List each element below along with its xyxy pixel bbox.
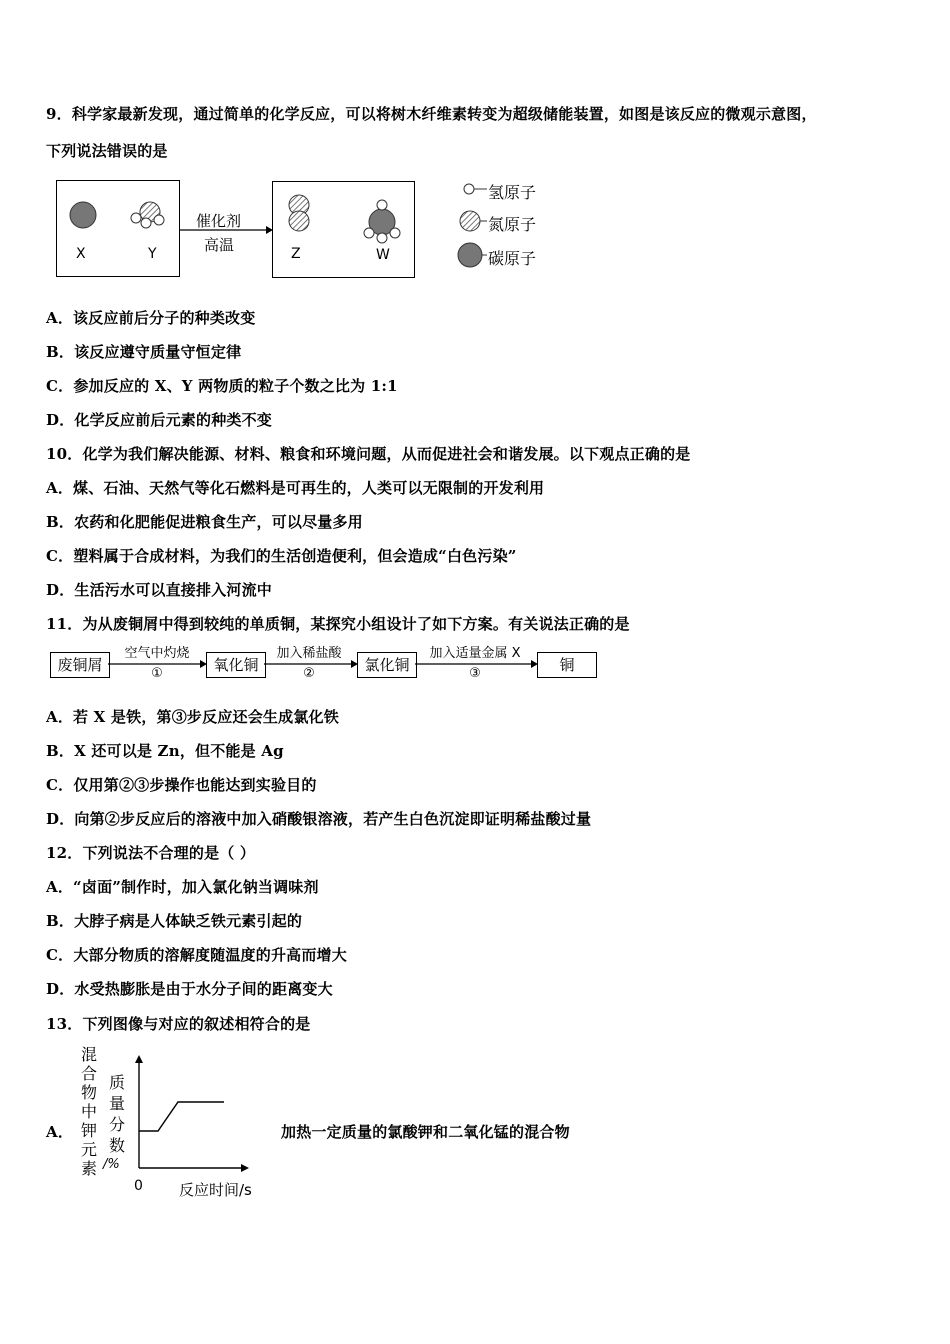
reactant-molecules: [56, 180, 180, 277]
q11-option-c: C．仅用第②③步操作也能达到实验目的: [46, 776, 317, 794]
product-molecules: [272, 181, 415, 278]
flow-box-scrap-copper: 废铜屑: [50, 652, 110, 678]
q9-stem-line1: 9．科学家最新发现，通过简单的化学反应，可以将树木纤维素转变为超级储能装置，如图是该反应的微观示意图，: [46, 105, 817, 123]
q9-option-d: D．化学反应前后元素的种类不变: [46, 411, 273, 429]
q12-option-a: A．“卤面”制作时，加入氯化钠当调味剂: [46, 878, 319, 896]
q13-option-a-text: 加热一定质量的氯酸钾和二氧化锰的混合物: [281, 1123, 570, 1141]
hydrogen-atom: [141, 218, 151, 228]
q10-option-d: D．生活污水可以直接排入河流中: [46, 581, 273, 599]
x-axis-arrow-icon: [241, 1164, 249, 1172]
q12-option-b: B．大脖子病是人体缺乏铁元素引起的: [46, 912, 303, 930]
label-y: Y: [148, 246, 157, 262]
step1-label: 空气中灼烧: [124, 646, 190, 661]
y-axis-arrow-icon: [135, 1055, 143, 1063]
label-x: X: [76, 246, 86, 262]
step1-number: ①: [151, 666, 163, 681]
q11-option-b: B．X 还可以是 Zn，但不能是 Ag: [46, 742, 284, 760]
hydrogen-atom: [390, 228, 400, 238]
step2-label: 加入稀盐酸: [276, 646, 342, 661]
nitrogen-legend-icon: [460, 211, 480, 231]
graph-axes-and-line: [128, 1055, 252, 1175]
q10-stem: 10．化学为我们解决能源、材料、粮食和环境问题，从而促进社会和谐发展。以下观点正确的是: [46, 445, 691, 463]
graph-origin: 0: [134, 1178, 143, 1194]
data-line: [139, 1102, 224, 1131]
q9-stem-line2: 下列说法错误的是: [46, 142, 168, 160]
ylabel-char: 钾: [80, 1121, 97, 1140]
flow-box-copper-oxide: 氧化铜: [206, 652, 266, 678]
carbon-atom: [70, 202, 96, 228]
q12-stem: 12．下列说法不合理的是（ ）: [46, 844, 256, 862]
label-w: W: [376, 247, 390, 263]
carbon-legend-icon: [458, 243, 482, 267]
q12-option-c: C．大部分物质的溶解度随温度的升高而增大: [46, 946, 347, 964]
ylabel-char: 物: [80, 1083, 97, 1102]
ylabel-char: 质: [108, 1073, 125, 1092]
hydrogen-legend-icon: [464, 184, 474, 194]
step3-number: ③: [469, 666, 481, 681]
hydrogen-atom: [377, 200, 387, 210]
nitrogen-atom: [289, 211, 309, 231]
q13-stem: 13．下列图像与对应的叙述相符合的是: [46, 1015, 311, 1033]
ylabel-unit: /%: [103, 1157, 120, 1172]
q10-option-a: A．煤、石油、天然气等化石燃料是可再生的，人类可以无限制的开发利用: [46, 479, 545, 497]
flow-box-copper-chloride: 氯化铜: [357, 652, 417, 678]
q12-option-d: D．水受热膨胀是由于水分子间的距离变大: [46, 980, 333, 998]
flow-box-copper: 铜: [537, 652, 597, 678]
hydrogen-atom: [377, 233, 387, 243]
ylabel-char: 混: [80, 1045, 97, 1064]
ylabel-char: 合: [80, 1064, 97, 1083]
arrow-condition-catalyst: 催化剂: [196, 212, 242, 230]
hydrogen-atom: [154, 215, 164, 225]
ylabel-char: 数: [108, 1136, 125, 1155]
q9-option-c: C．参加反应的 X、Y 两物质的粒子个数之比为 1:1: [46, 377, 398, 395]
legend-hydrogen: 氢原子: [488, 183, 537, 202]
q9-option-b: B．该反应遵守质量守恒定律: [46, 343, 242, 361]
q10-option-b: B．农药和化肥能促进粮食生产，可以尽量多用: [46, 513, 363, 531]
legend-nitrogen: 氮原子: [488, 215, 537, 234]
ylabel-char: 量: [108, 1094, 125, 1113]
q11-option-d: D．向第②步反应后的溶液中加入硝酸银溶液，若产生白色沉淀即证明稀盐酸过量: [46, 810, 592, 828]
q13-option-a-label: A．: [46, 1123, 74, 1141]
q11-option-a: A．若 X 是铁，第③步反应还会生成氯化铁: [46, 708, 339, 726]
ylabel-char: 素: [80, 1159, 97, 1178]
ylabel-char: 分: [108, 1115, 125, 1134]
q10-option-c: C．塑料属于合成材料，为我们的生活创造便利，但会造成“白色污染”: [46, 547, 517, 565]
hydrogen-atom: [131, 213, 141, 223]
arrow-condition-temperature: 高温: [204, 236, 235, 254]
legend-carbon: 碳原子: [488, 249, 537, 268]
step3-label: 加入适量金属 X: [429, 646, 521, 661]
ylabel-char: 元: [80, 1140, 97, 1159]
q9-option-a: A．该反应前后分子的种类改变: [46, 309, 256, 327]
label-z: Z: [291, 246, 301, 262]
step2-number: ②: [303, 666, 315, 681]
q11-stem: 11．为从废铜屑中得到较纯的单质铜，某探究小组设计了如下方案。有关说法正确的是: [46, 615, 630, 633]
graph-xlabel: 反应时间/s: [179, 1181, 252, 1199]
hydrogen-atom: [364, 228, 374, 238]
ylabel-char: 中: [80, 1102, 97, 1121]
